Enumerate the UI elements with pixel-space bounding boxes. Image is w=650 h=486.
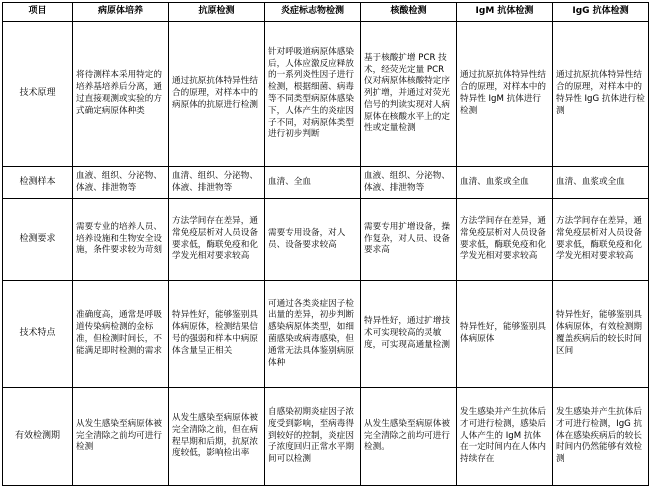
table-cell: 特异性好，能够鉴别具体病原体，检测结果信号的强弱和样本中病原体含量呈正相关 xyxy=(169,281,265,388)
table-cell: 自感染初期炎症因子浓度受到影响，至病毒得到较好的控制，炎症因子浓度回归正常水平期间可以检测 xyxy=(265,388,361,486)
table-cell: 从发生感染至病原体被完全清除之前均可进行检测。 xyxy=(361,388,457,486)
table-cell: 从发生感染至病原体被完全清除之前均可进行检测 xyxy=(73,388,169,486)
header-cell: 病原体培养 xyxy=(73,3,169,22)
row-label: 检测样本 xyxy=(3,167,73,199)
row-label: 有效检测期 xyxy=(3,388,73,486)
header-cell: 项目 xyxy=(3,3,73,22)
table-cell: 方法学间存在差异，通常免疫层析对人员设备要求低，酶联免疫和化学发光相对要求较高 xyxy=(169,199,265,281)
table-cell: 基于核酸扩增 PCR 技术，经荧光定量 PCR 仪对病原体核酸特定序列扩增，并通过对荧光信号的判读实现对人病原体在核酸水平上的定性或定量检测 xyxy=(361,22,457,167)
table-cell: 血清、全血 xyxy=(265,167,361,199)
table-cell: 发生感染并产生抗体后才可进行检测，感染后人体产生的 IgM 抗体在一定时间内在人体内持续存在 xyxy=(457,388,553,486)
table-cell: 血液、组织、分泌物、体液、排泄物等 xyxy=(73,167,169,199)
table-cell: 需要专用设备，对人员、设备要求较高 xyxy=(265,199,361,281)
header-cell: IgM 抗体检测 xyxy=(457,3,553,22)
table-cell: 可通过各类炎症因子检出量的差异，初步判断感染病原体类型，如细菌感染或病毒感染，但通常无法具体鉴别病原体种 xyxy=(265,281,361,388)
table-cell: 需要专业的培养人员、培养设施和生物安全设施，条件要求较为苛刻 xyxy=(73,199,169,281)
table-row xyxy=(3,167,649,199)
header-cell: IgG 抗体检测 xyxy=(553,3,649,22)
table-cell: 血清、血浆或全血 xyxy=(457,167,553,199)
table-row xyxy=(3,388,649,486)
header-cell: 抗原检测 xyxy=(169,3,265,22)
table-cell: 方法学间存在差异，通常免疫层析对人员设备要求低，酶联免疫和化学发光相对要求较高 xyxy=(553,199,649,281)
comparison-table-container xyxy=(2,2,648,484)
table-header-row xyxy=(3,3,649,22)
row-label: 技术特点 xyxy=(3,281,73,388)
row-label: 检测要求 xyxy=(3,199,73,281)
table-cell: 通过抗原抗体特异性结合的原理，对样本中的特异性 IgG 抗体进行检测 xyxy=(553,22,649,167)
row-label: 技术原理 xyxy=(3,22,73,167)
table-cell: 通过抗原抗体特异性结合的原理，对样本中的特异性 IgM 抗体进行检测 xyxy=(457,22,553,167)
table-cell: 将待测样本采用特定的培养基培养后分离，通过直接观测或实验的方式确定病原体种类 xyxy=(73,22,169,167)
table-cell: 特异性好，通过扩增技术可实现较高的灵敏度，可实现高通量检测 xyxy=(361,281,457,388)
table-cell: 发生感染并产生抗体后才可进行检测，IgG 抗体在感染疾病后的较长时间内仍然能够有效检测 xyxy=(553,388,649,486)
table-row xyxy=(3,199,649,281)
table-cell: 方法学间存在差异，通常免疫层析对人员设备要求低，酶联免疫和化学发光相对要求较高 xyxy=(457,199,553,281)
table-cell: 通过抗原抗体特异性结合的原理，对样本中的病原体的抗原进行检测 xyxy=(169,22,265,167)
header-cell: 炎症标志物检测 xyxy=(265,3,361,22)
table-cell: 准确度高，通常是呼吸道传染病检测的金标准，但检测时间长，不能满足即时检测的需求 xyxy=(73,281,169,388)
table-cell: 血清、组织、分泌物、体液、排泄物等 xyxy=(169,167,265,199)
table-cell: 特异性好，能够鉴别具体病原体，有效检测期覆盖疾病后的较长时间区间 xyxy=(553,281,649,388)
detection-methods-comparison-table xyxy=(2,2,649,486)
table-cell: 需要专用扩增设备，操作复杂，对人员、设备要求高 xyxy=(361,199,457,281)
table-cell: 针对呼吸道病原体感染后，人体应激反应释放的一系列炎性因子进行检测，根据细菌、病毒等不同类型病原体感染下，人体产生的炎症因子不同，对病原体类型进行初步判断 xyxy=(265,22,361,167)
table-row xyxy=(3,281,649,388)
table-cell: 血清、血浆或全血 xyxy=(553,167,649,199)
table-cell: 血液、组织、分泌物、体液、排泄物等 xyxy=(361,167,457,199)
header-cell: 核酸检测 xyxy=(361,3,457,22)
table-cell: 特异性好，能够鉴别具体病原体 xyxy=(457,281,553,388)
table-row xyxy=(3,22,649,167)
table-cell: 从发生感染至病原体被完全清除之前，但在病程早期和后期，抗原浓度较低，影响检出率 xyxy=(169,388,265,486)
